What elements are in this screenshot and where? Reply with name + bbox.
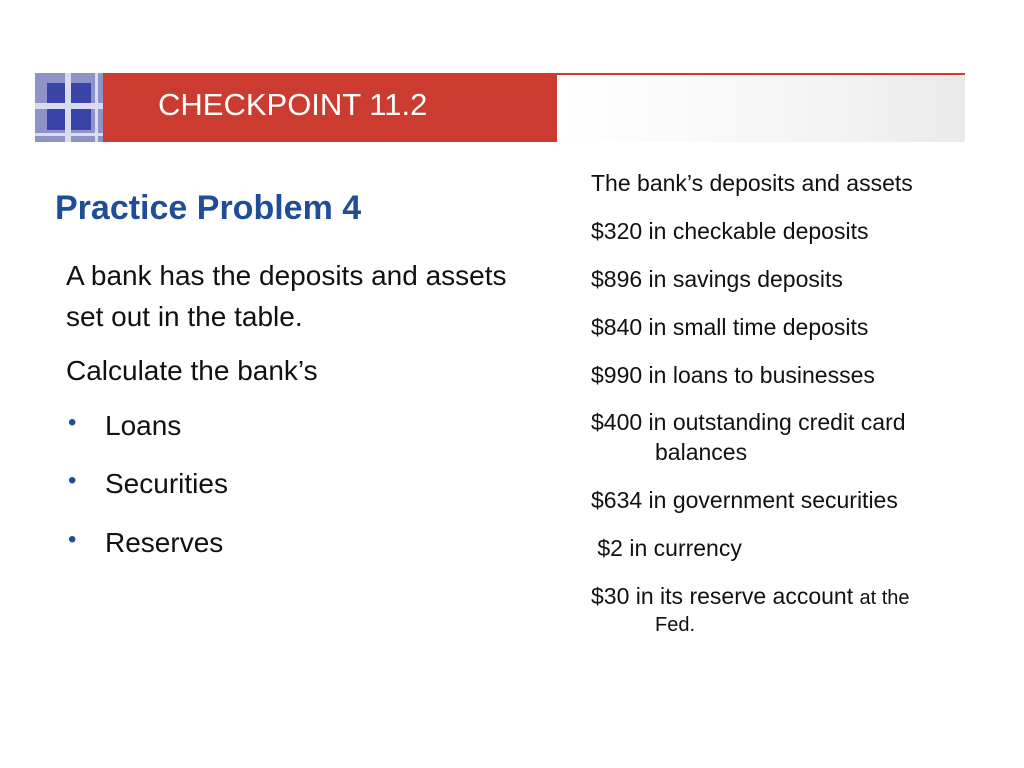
table-row (591, 486, 1001, 516)
row-text: $990 in loans to businesses (591, 361, 875, 388)
slide-header (35, 73, 965, 142)
list-item (66, 406, 536, 447)
table-row (591, 408, 1001, 468)
table-row (591, 265, 1001, 295)
row-text: $30 in its reserve account (591, 583, 854, 610)
problem-question: Calculate the bank’s (66, 355, 318, 387)
checkpoint-title: CHECKPOINT 11.2 (158, 87, 428, 122)
row-continuation: Fed. (655, 613, 696, 636)
bullet-label: Reserves (105, 526, 224, 558)
table-heading: The bank’s deposits and assets (591, 170, 913, 196)
header-fade (557, 73, 965, 142)
task-list (66, 406, 536, 564)
table-row (591, 361, 1001, 391)
table-row (591, 534, 1001, 564)
row-text: $320 in checkable deposits (591, 217, 869, 244)
logo-squares-icon (35, 73, 103, 142)
bullet-label: Securities (105, 468, 228, 500)
bullet-label: Loans (105, 409, 182, 441)
bullet-icon: • (68, 408, 77, 436)
problem-title: Practice Problem 4 (55, 189, 362, 227)
logo-grid-icon (35, 73, 103, 142)
row-text: $634 in government securities (591, 487, 898, 514)
row-continuation: balances (655, 439, 748, 466)
bullet-icon: • (68, 467, 77, 495)
row-small-text: at the (859, 587, 910, 610)
list-item (66, 523, 536, 564)
row-text: $2 in currency (591, 535, 742, 562)
problem-body (66, 256, 536, 582)
table-row (591, 217, 1001, 247)
row-text: $400 in outstanding credit card (591, 409, 906, 436)
bullet-icon: • (68, 525, 77, 553)
problem-intro: A bank has the deposits and assets set out in the table. (66, 260, 507, 332)
table-row (591, 313, 1001, 343)
list-item (66, 464, 536, 505)
deposits-assets-table (591, 169, 1001, 656)
row-text: $840 in small time deposits (591, 313, 869, 340)
table-row (591, 582, 1001, 638)
row-text: $896 in savings deposits (591, 265, 843, 292)
